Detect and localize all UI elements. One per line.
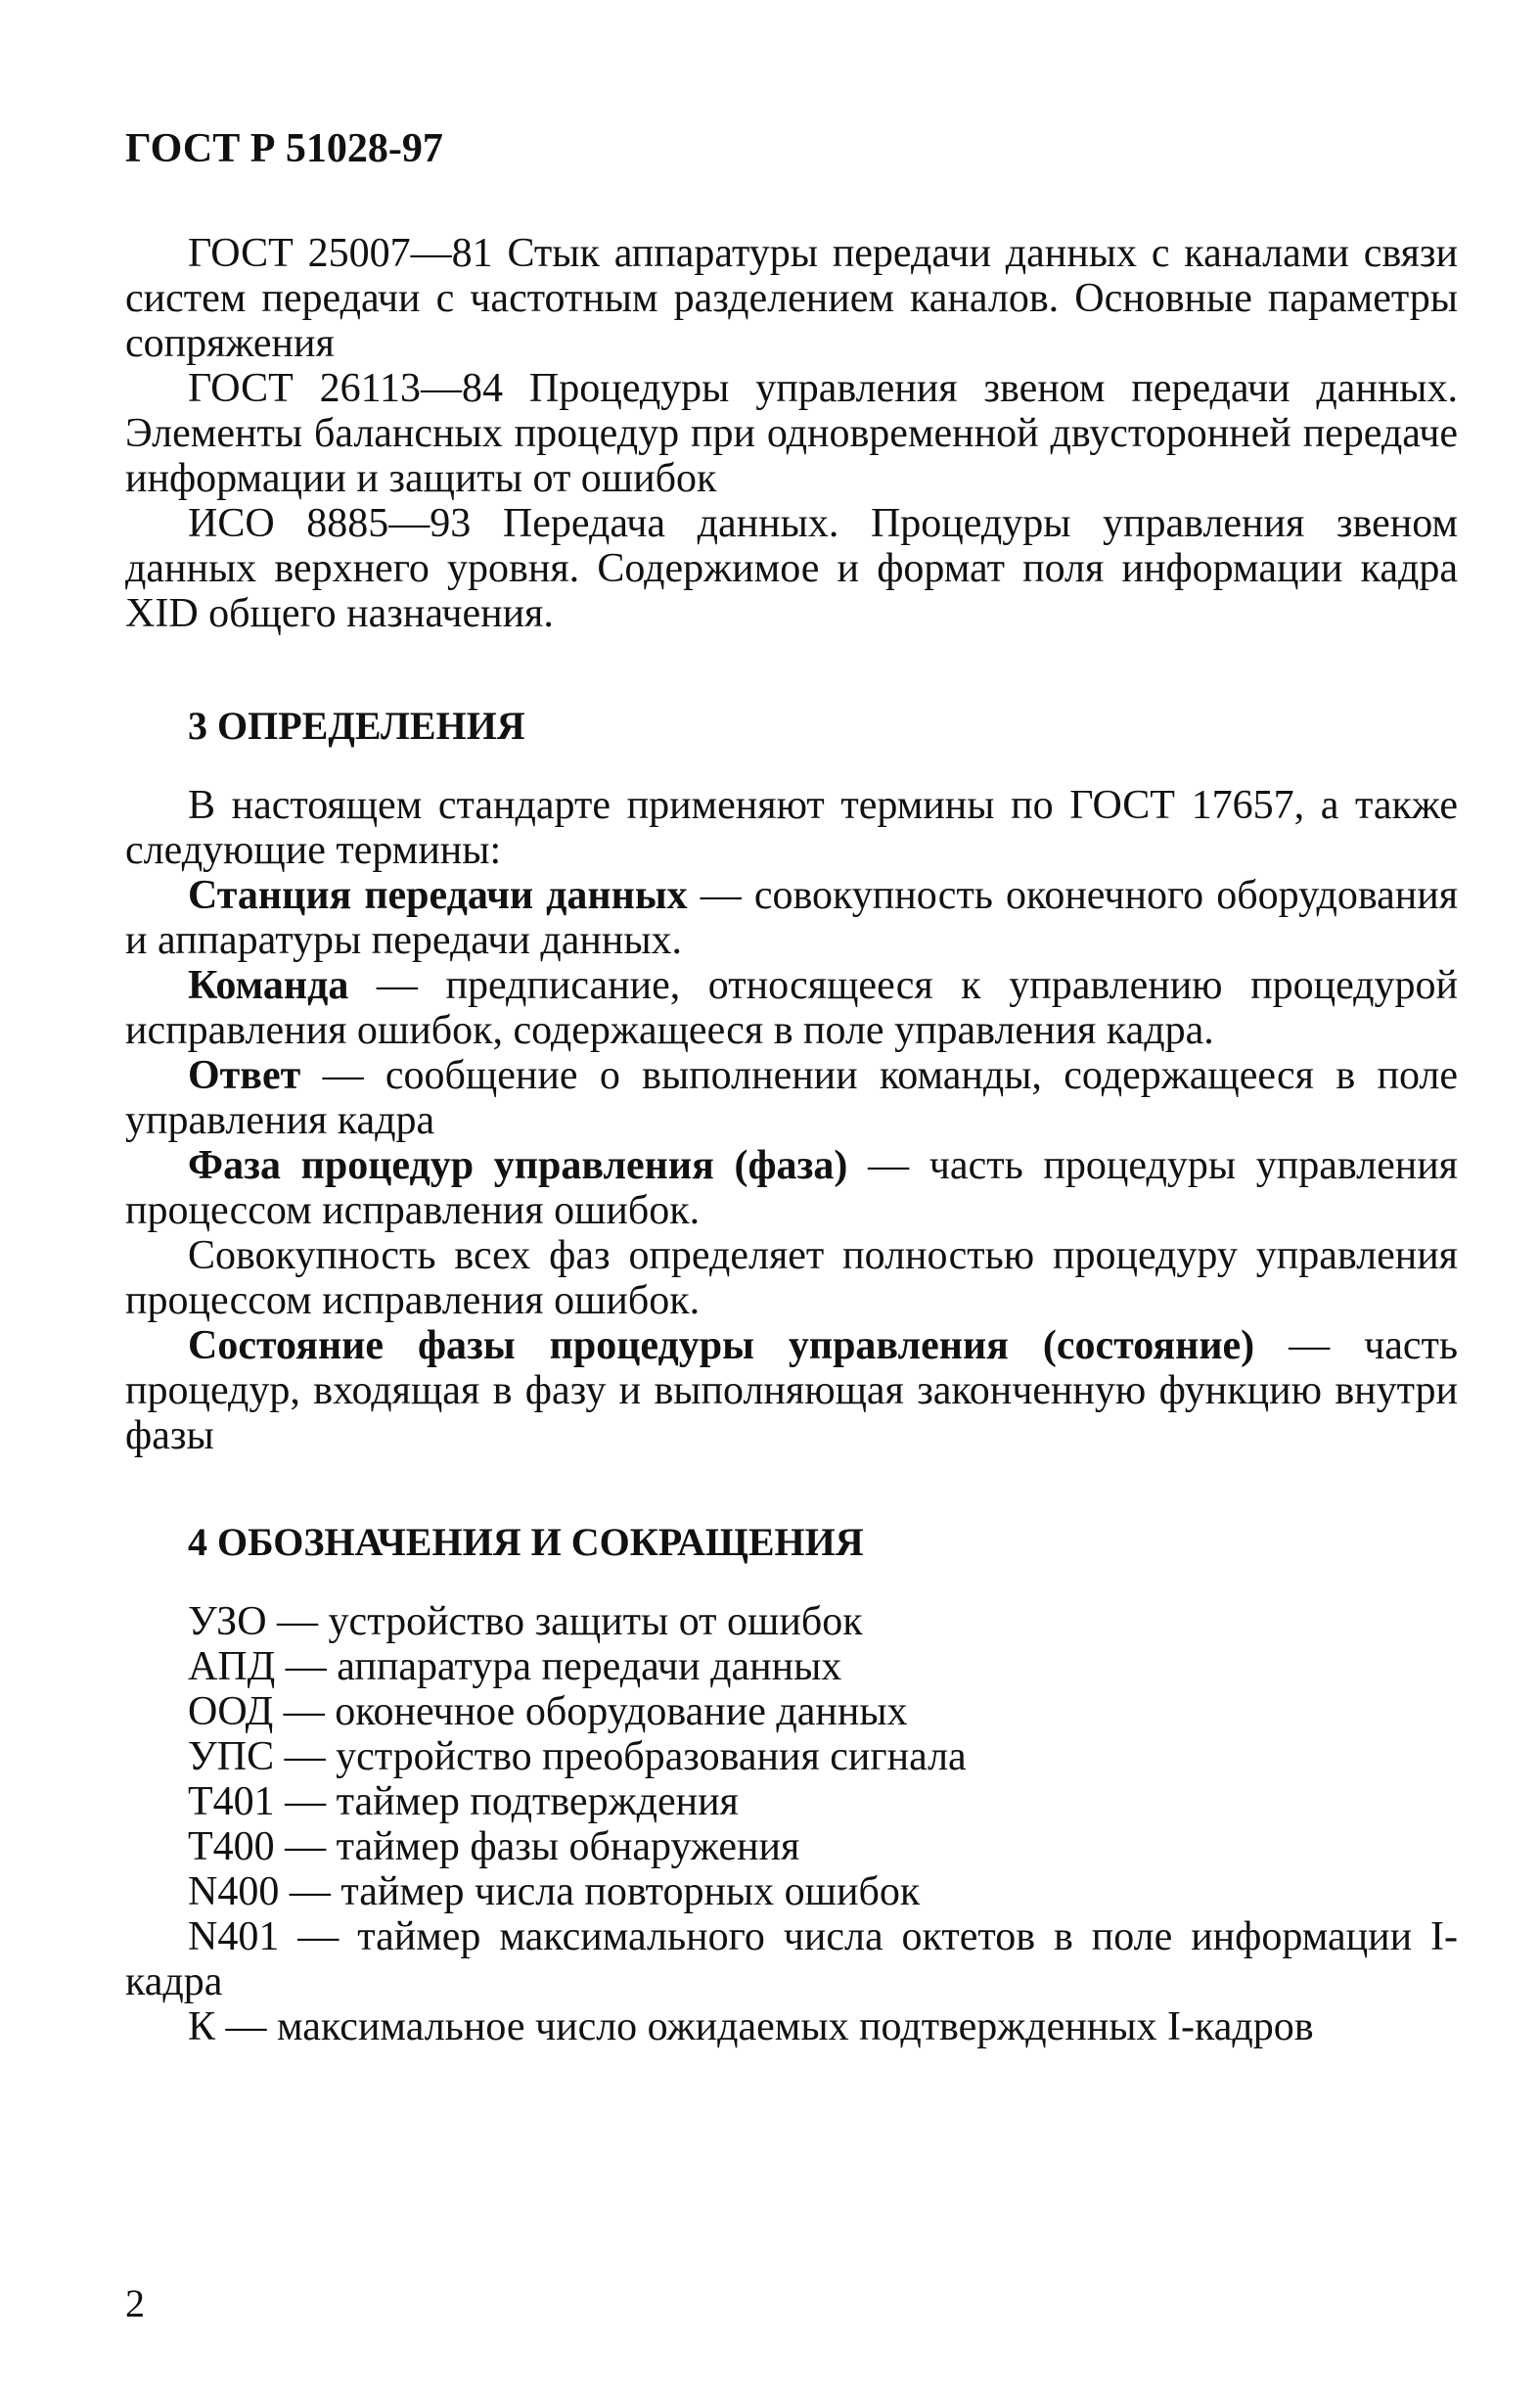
term-name: Состояние фазы процедуры управления (состояние) — [188, 1323, 1255, 1368]
section-3-note: Совокупность всех фаз определяет полностью процедуру управления процессом исправления ошибок. — [125, 1233, 1458, 1323]
term-name: Станция передачи данных — [188, 873, 688, 918]
reference-code: ГОСТ 26113—84 — [188, 366, 504, 411]
term-name: Фаза процедур управления (фаза) — [188, 1143, 848, 1188]
term-definition: — предписание, относящееся к управлению процедурой исправления ошибок, содержащееся в поле управления кадра. — [125, 963, 1459, 1053]
document-header: ГОСТ Р 51028-97 — [125, 126, 443, 171]
abbreviation-item: N401 — таймер максимального числа октетов в поле информации I-кадра — [125, 1914, 1458, 2004]
term-name: Команда — [188, 963, 349, 1008]
abbreviation-item: ООД — оконечное оборудование данных — [188, 1689, 908, 1734]
term-3 — [125, 1053, 1458, 1143]
term-name: Ответ — [188, 1053, 301, 1098]
abbreviation-item: Т401 — таймер подтверждения — [188, 1779, 739, 1824]
section-3-intro: В настоящем стандарте применяют термины по ГОСТ 17657, а также следующие термины: — [125, 783, 1458, 873]
term-definition: — часть процедуры управления процессом исправления ошибок. — [125, 1143, 1459, 1233]
reference-code: ГОСТ 25007—81 — [188, 231, 493, 276]
abbreviation-item: УПС — устройство преобразования сигнала — [188, 1734, 967, 1779]
term-definition: — совокупность оконечного оборудования и аппаратуры передачи данных. — [125, 873, 1459, 963]
section-3-title: 3 ОПРЕДЕЛЕНИЯ — [188, 704, 525, 748]
term-2 — [125, 963, 1458, 1053]
reference-2 — [125, 366, 1458, 501]
page-number: 2 — [125, 2281, 145, 2325]
abbreviation-item: К — максимальное число ожидаемых подтвержденных I-кадров — [188, 2004, 1314, 2049]
term-definition: — сообщение о выполнении команды, содержащееся в поле управления кадра — [125, 1053, 1459, 1143]
abbreviation-item: АПД — аппаратура передачи данных — [188, 1644, 842, 1689]
reference-title: Стык аппаратуры передачи данных с каналами связи систем передачи с частотным разделением каналов. Основные параметры сопряжения — [125, 231, 1459, 366]
reference-1 — [125, 231, 1458, 366]
abbreviation-item: УЗО — устройство защиты от ошибок — [188, 1599, 863, 1644]
reference-3 — [125, 501, 1458, 636]
section-4-title: 4 ОБОЗНАЧЕНИЯ И СОКРАЩЕНИЯ — [188, 1520, 864, 1564]
term-5 — [125, 1323, 1458, 1458]
reference-title: Передача данных. Процедуры управления звеном данных верхнего уровня. Содержимое и формат поля информации кадра XID общего назначения. — [125, 501, 1458, 636]
term-1 — [125, 873, 1458, 963]
term-4 — [125, 1143, 1458, 1233]
abbreviation-item: N400 — таймер числа повторных ошибок — [188, 1869, 921, 1914]
reference-code: ИСО 8885—93 — [188, 501, 472, 546]
term-definition: — часть процедур, входящая в фазу и выполняющая законченную функцию внутри фазы — [125, 1323, 1459, 1458]
abbreviation-item: Т400 — таймер фазы обнаружения — [188, 1824, 800, 1869]
reference-title: Процедуры управления звеном передачи данных. Элементы балансных процедур при одновременной двусторонней передаче информации и защиты от ошибок — [125, 366, 1458, 501]
